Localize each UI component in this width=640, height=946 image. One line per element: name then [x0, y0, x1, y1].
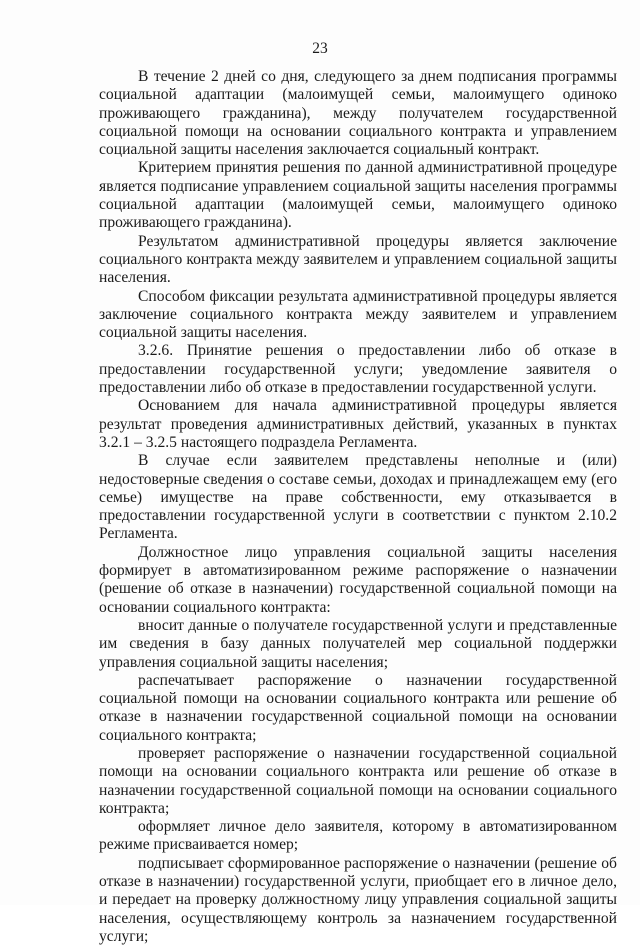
paragraph-procedure-basis: Основанием для начала административной процедуры является результат проведения административных действий, указанных в пунктах 3.2.1 – 3.2.5 настоящего подраздела Регламента. [99, 397, 617, 451]
paragraph-official-duties: Должностное лицо управления социальной защиты населения формирует в автоматизированном режиме распоряжение о назначении (решение об отказе в назначении) государственной социальной помощи на основании социального контракта: [99, 543, 617, 616]
document-body [99, 68, 617, 946]
paragraph-decision-criterion: Критерием принятия решения по данной административной процедуре является подписание управлением социальной защиты населения программы социальной адаптации (малоимущей семьи, малоимущего одиноко проживающего гражданина). [99, 159, 617, 232]
paragraph-section-3-2-6: 3.2.6. Принятие решения о предоставлении либо об отказе в предоставлении государственной услуги; уведомление заявителя о предоставлении либо об отказе в предоставлении государственной услуги. [99, 342, 617, 397]
page-number: 23 [312, 40, 328, 57]
paragraph-contract-deadline: В течение 2 дней со дня, следующего за днем подписания программы социальной адаптации (малоимущей семьи, малоимущего одиноко проживающего гражданина), между получателем государственной социальной помощи на основании социального контракта и управлением социальной защиты населения заключается социальный контракт. [99, 68, 617, 159]
paragraph-result-fixation: Способом фиксации результата административной процедуры является заключение социального контракта между заявителем и управлением социальной защиты населения. [99, 287, 617, 342]
paragraph-procedure-result: Результатом административной процедуры является заключение социального контракта между заявителем и управлением социальной защиты населения. [99, 232, 617, 287]
paragraph-duty-enter-data: вносит данные о получателе государственной услуги и представленные им сведения в базу данных получателей мер социальной поддержки управления социальной защиты населения; [99, 616, 617, 671]
paragraph-duty-print-order: распечатывает распоряжение о назначении государственной социальной помощи на основании социального контракта или решение об отказе в назначении государственной социальной помощи на основании социального контракта; [99, 671, 617, 744]
paragraph-duty-sign-order: подписывает сформированное распоряжение о назначении (решение об отказе в назначении) государственной услуги, приобщает его в личное дело, и передает на проверку должностному лицу управления социальной защиты населения, осуществляющему контроль за назначением государственной услуги; [99, 854, 617, 945]
paragraph-refusal-case: В случае если заявителем представлены неполные и (или) недостоверные сведения о составе семьи, доходах и принадлежащем ему (его семье) имуществе на праве собственности, ему отказывается в предоставлении государственной услуги в соответствии с пунктом 2.10.2 Регламента. [99, 452, 617, 543]
paragraph-duty-check-order: проверяет распоряжение о назначении государственной социальной помощи на основании социального контракта или решение об отказе в назначении государственной социальной помощи на основании социального контракта; [99, 744, 617, 817]
paragraph-duty-personal-file: оформляет личное дело заявителя, которому в автоматизированном режиме присваивается номер; [99, 818, 617, 854]
